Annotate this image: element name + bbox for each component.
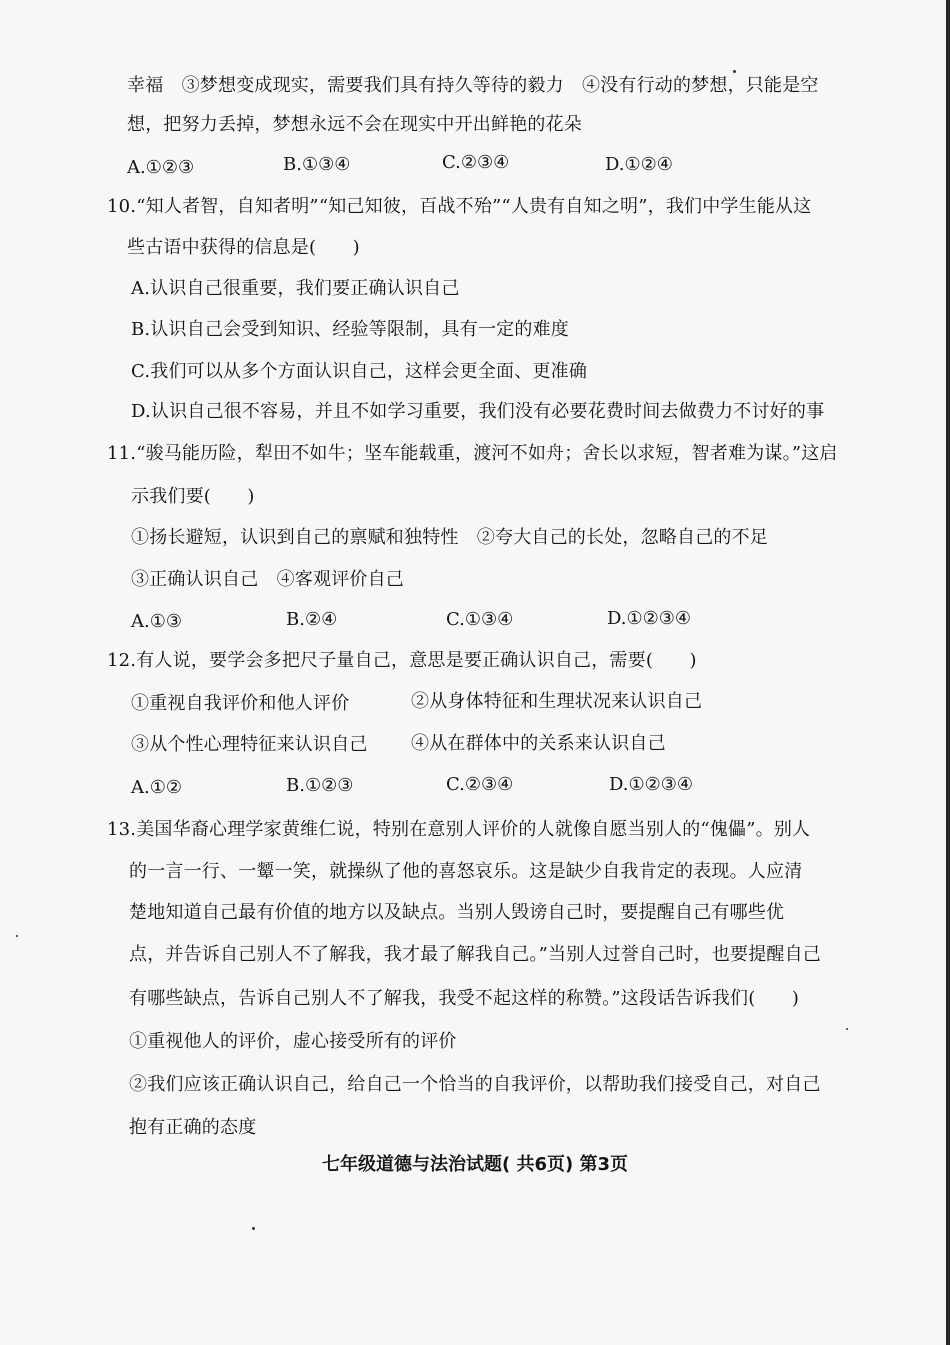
q12-statement-2: ②从身体特征和生理状况来认识自己 (411, 691, 703, 712)
q12-option-c: C.②③④ (446, 774, 514, 795)
q12-statement-3: ③从个性心理特征来认识自己 (131, 734, 368, 755)
q11-statement-1-2: ①扬长避短，认识到自己的禀赋和独特性 ②夸大自己的长处，忽略自己的不足 (131, 527, 768, 548)
q13-statement-2-line-1: ②我们应该正确认识自己，给自己一个恰当的自我评价，以帮助我们接受自己，对自己 (129, 1074, 821, 1095)
q9-option-b: B.①③④ (283, 154, 351, 175)
scan-speck (16, 935, 18, 937)
q11-stem-line-1: 11.“骏马能历险，犁田不如牛；坚车能载重，渡河不如舟；舍长以求短，智者难为谋。”这启 (107, 443, 838, 464)
q10-option-d: D.认识自己很不容易，并且不如学习重要，我们没有必要花费时间去做费力不讨好的事 (131, 401, 825, 422)
q12-option-a: A.①② (131, 777, 182, 798)
q10-stem-line-1: 10.“知人者智，自知者明”“知己知彼，百战不殆”“人贵有自知之明”，我们中学生能从这 (107, 196, 812, 217)
q11-option-b: B.②④ (286, 609, 338, 630)
q11-option-a: A.①③ (131, 611, 182, 632)
q12-stem: 12.有人说，要学会多把尺子量自己，意思是要正确认识自己，需要( ) (107, 650, 697, 671)
q9-option-c: C.②③④ (442, 152, 510, 173)
q12-option-d: D.①②③④ (609, 774, 694, 795)
q13-stem-line-4: 点，并告诉自己别人不了解我，我才最了解我自己。”当别人过誉自己时，也要提醒自己 (129, 944, 821, 965)
q10-option-c: C.我们可以从多个方面认识自己，这样会更全面、更准确 (131, 361, 588, 382)
q9-text-line-2: 想，把努力丢掉，梦想永远不会在现实中开出鲜艳的花朵 (127, 114, 582, 135)
q13-statement-1: ①重视他人的评价，虚心接受所有的评价 (129, 1031, 457, 1052)
q12-statement-1: ①重视自我评价和他人评价 (131, 693, 350, 714)
q10-option-b: B.认识自己会受到知识、经验等限制，具有一定的难度 (131, 319, 569, 340)
q13-statement-2-line-2: 抱有正确的态度 (129, 1117, 257, 1138)
q12-option-b: B.①②③ (286, 775, 354, 796)
scan-speck (846, 1028, 848, 1030)
q11-option-c: C.①③④ (446, 609, 514, 630)
page-footer: 七年级道德与法治试题( 共6页) 第3页 (321, 1154, 629, 1175)
q11-option-d: D.①②③④ (607, 608, 692, 629)
q13-stem-line-2: 的一言一行、一颦一笑，就操纵了他的喜怒哀乐。这是缺少自我肯定的表现。人应清 (129, 861, 803, 882)
q12-statement-4: ④从在群体中的关系来认识自己 (411, 733, 666, 754)
q13-stem-line-5: 有哪些缺点，告诉自己别人不了解我，我受不起这样的称赞。”这段话告诉我们( ) (129, 988, 800, 1009)
scan-speck (252, 1227, 255, 1230)
scan-speck (733, 70, 736, 73)
q13-stem-line-1: 13.美国华裔心理学家黄维仁说，特别在意别人评价的人就像自愿当别人的“傀儡”。别人 (107, 819, 811, 840)
q10-stem-line-2: 些古语中获得的信息是( ) (127, 237, 360, 258)
q9-option-d: D.①②④ (605, 154, 673, 175)
q10-option-a: A.认识自己很重要，我们要正确认识自己 (131, 278, 460, 299)
q9-text-line-1: 幸福 ③梦想变成现实，需要我们具有持久等待的毅力 ④没有行动的梦想，只能是空 (127, 75, 819, 96)
q13-stem-line-3: 楚地知道自己最有价值的地方以及缺点。当别人毁谤自己时，要提醒自己有哪些优 (129, 902, 785, 923)
q11-statement-3-4: ③正确认识自己 ④客观评价自己 (131, 569, 404, 590)
scan-edge (946, 0, 950, 1345)
q9-option-a: A.①②③ (127, 157, 195, 178)
q11-stem-line-2: 示我们要( ) (131, 486, 255, 507)
